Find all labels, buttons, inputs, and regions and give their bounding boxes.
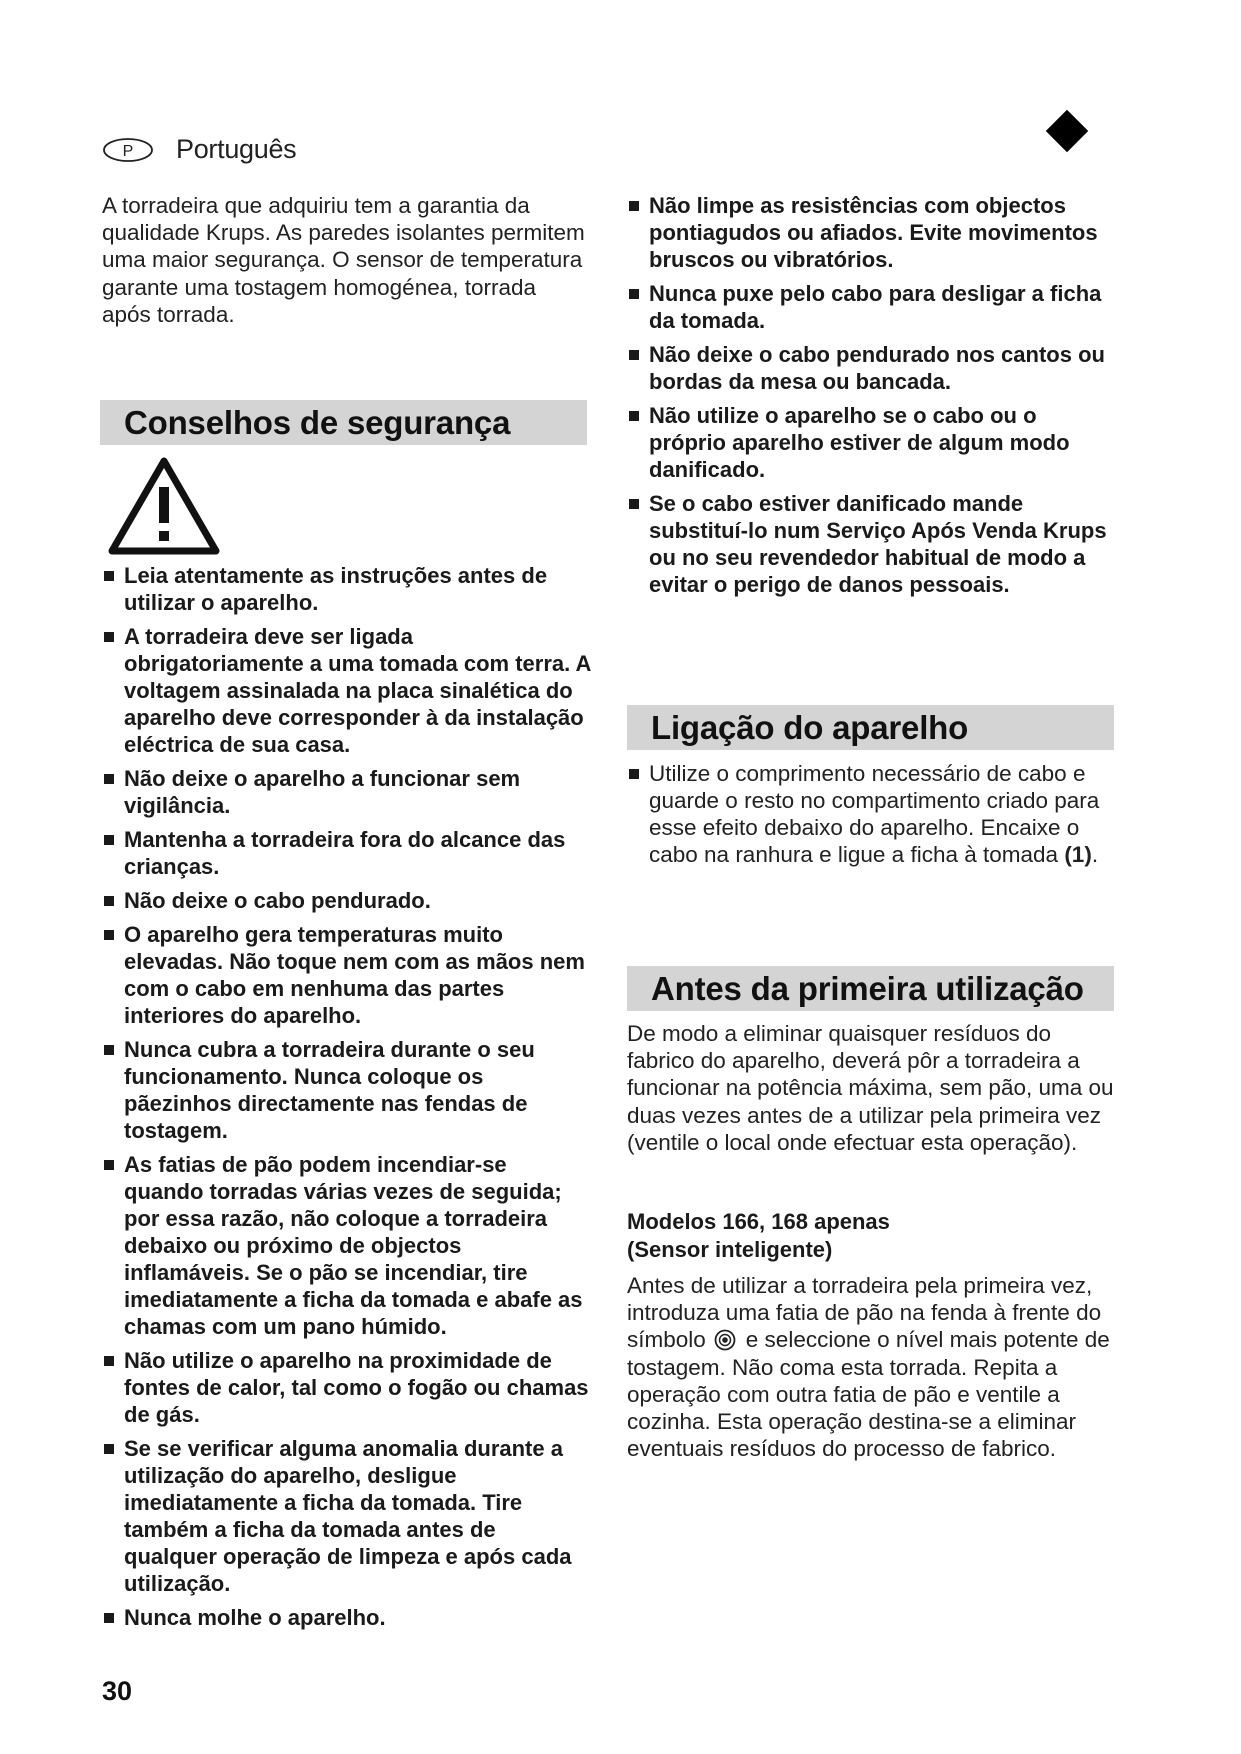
safety-heading <box>100 400 587 445</box>
list-item: Se o cabo estiver danificado mande substituí-lo num Serviço Após Venda Krups ou no seu revendedor habitual de modo a evitar o perigo de danos pessoais. <box>627 490 1117 598</box>
models-subheading <box>627 1208 1117 1264</box>
safety-heading-text: Conselhos de segurança <box>124 404 511 441</box>
models-line-2: (Sensor inteligente) <box>627 1237 833 1262</box>
connection-heading-text: Ligação do aparelho <box>651 709 969 746</box>
list-item: Nunca molhe o aparelho. <box>102 1604 592 1631</box>
connection-heading <box>627 705 1114 750</box>
first-use-paragraph: De modo a eliminar quaisquer resíduos do fabrico do aparelho, deverá pôr a torradeira a funcionar na potência máxima, sem pão, uma ou duas vezes antes de a utilizar pela primeira vez (ventile o local onde efectuar esta operação). <box>627 1021 1114 1155</box>
list-item: Nunca puxe pelo cabo para desligar a ficha da tomada. <box>627 280 1117 334</box>
list-item: Se se verificar alguma anomalia durante a utilização do aparelho, desligue imediatamente a ficha da tomada. Tire também a ficha da tomada antes de qualquer operação de limpeza e após cada utilização. <box>102 1435 592 1597</box>
list-item: Não deixe o cabo pendurado nos cantos ou bordas da mesa ou bancada. <box>627 341 1117 395</box>
list-item: Mantenha a torradeira fora do alcance das crianças. <box>102 826 592 880</box>
safety-list-right <box>627 192 1117 605</box>
language-name: Português <box>176 134 297 164</box>
sensor-paragraph <box>627 1272 1117 1462</box>
safety-list-left <box>102 562 592 1638</box>
list-item: Leia atentamente as instruções antes de utilizar o aparelho. <box>102 562 592 616</box>
list-item: Não utilize o aparelho na proximidade de fontes de calor, tal como o fogão ou chamas de gás. <box>102 1347 592 1428</box>
list-item: Não limpe as resistências com objectos pontiagudos ou afiados. Evite movimentos bruscos ou vibratórios. <box>627 192 1117 273</box>
list-item: O aparelho gera temperaturas muito elevadas. Não toque nem com as mãos nem com o cabo em nenhuma das partes interiores do aparelho. <box>102 921 592 1029</box>
list-item: Não deixe o aparelho a funcionar sem vigilância. <box>102 765 592 819</box>
connection-text: Utilize o comprimento necessário de cabo e guarde o resto no compartimento criado para esse efeito debaixo do aparelho. Encaixe o cabo na ranhura e ligue a ficha à tomada <box>649 761 1100 867</box>
warning-triangle-icon <box>106 455 222 557</box>
language-badge-icon <box>102 137 154 163</box>
models-line-1: Modelos 166, 168 apenas <box>627 1209 890 1234</box>
intro-paragraph: A torradeira que adquiriu tem a garantia da qualidade Krups. As paredes isolantes permitem uma maior segurança. O sensor de temperatura garante uma tostagem homogénea, torrada após torrada. <box>102 193 585 327</box>
sensor-text-after: e seleccione o nível mais potente de tostagem. Não coma esta torrada. Repita a operação com outra fatia de pão e ventile a cozinha. Esta operação destina-se a eliminar eventuais resíduos do processo de fabrico. <box>627 1327 1110 1462</box>
diamond-marker-icon <box>1046 110 1088 152</box>
sensor-symbol-icon <box>714 1329 736 1351</box>
list-item: Nunca cubra a torradeira durante o seu funcionamento. Nunca coloque os pãezinhos directamente nas fendas de tostagem. <box>102 1036 592 1144</box>
list-item: A torradeira deve ser ligada obrigatoriamente a uma tomada com terra. A voltagem assinalada na placa sinalética do aparelho deve corresponder à da instalação eléctrica de sua casa. <box>102 623 592 758</box>
sensor-text-before: Antes de utilizar a torradeira pela primeira vez, introduza uma fatia de pão na fenda à frente do símbolo <box>627 1273 1102 1353</box>
svg-text:P: P <box>122 142 134 160</box>
list-item: Não deixe o cabo pendurado. <box>102 887 592 914</box>
page-number: 30 <box>102 1676 133 1706</box>
connection-text-end: . <box>1091 842 1099 867</box>
list-item: Não utilize o aparelho se o cabo ou o próprio aparelho estiver de algum modo danificado. <box>627 402 1117 483</box>
figure-reference: (1) <box>1064 842 1092 867</box>
connection-list <box>627 760 1117 875</box>
list-item: As fatias de pão podem incendiar-se quando torradas várias vezes de seguida; por essa razão, não coloque a torradeira debaixo ou próximo de objectos inflamáveis. Se o pão se incendiar, tire imediatamente a ficha da tomada e abafe as chamas com um pano húmido. <box>102 1151 592 1340</box>
list-item <box>627 760 1117 868</box>
language-indicator <box>102 134 296 165</box>
first-use-heading-text: Antes da primeira utilização <box>651 970 1084 1007</box>
first-use-heading <box>627 966 1114 1011</box>
